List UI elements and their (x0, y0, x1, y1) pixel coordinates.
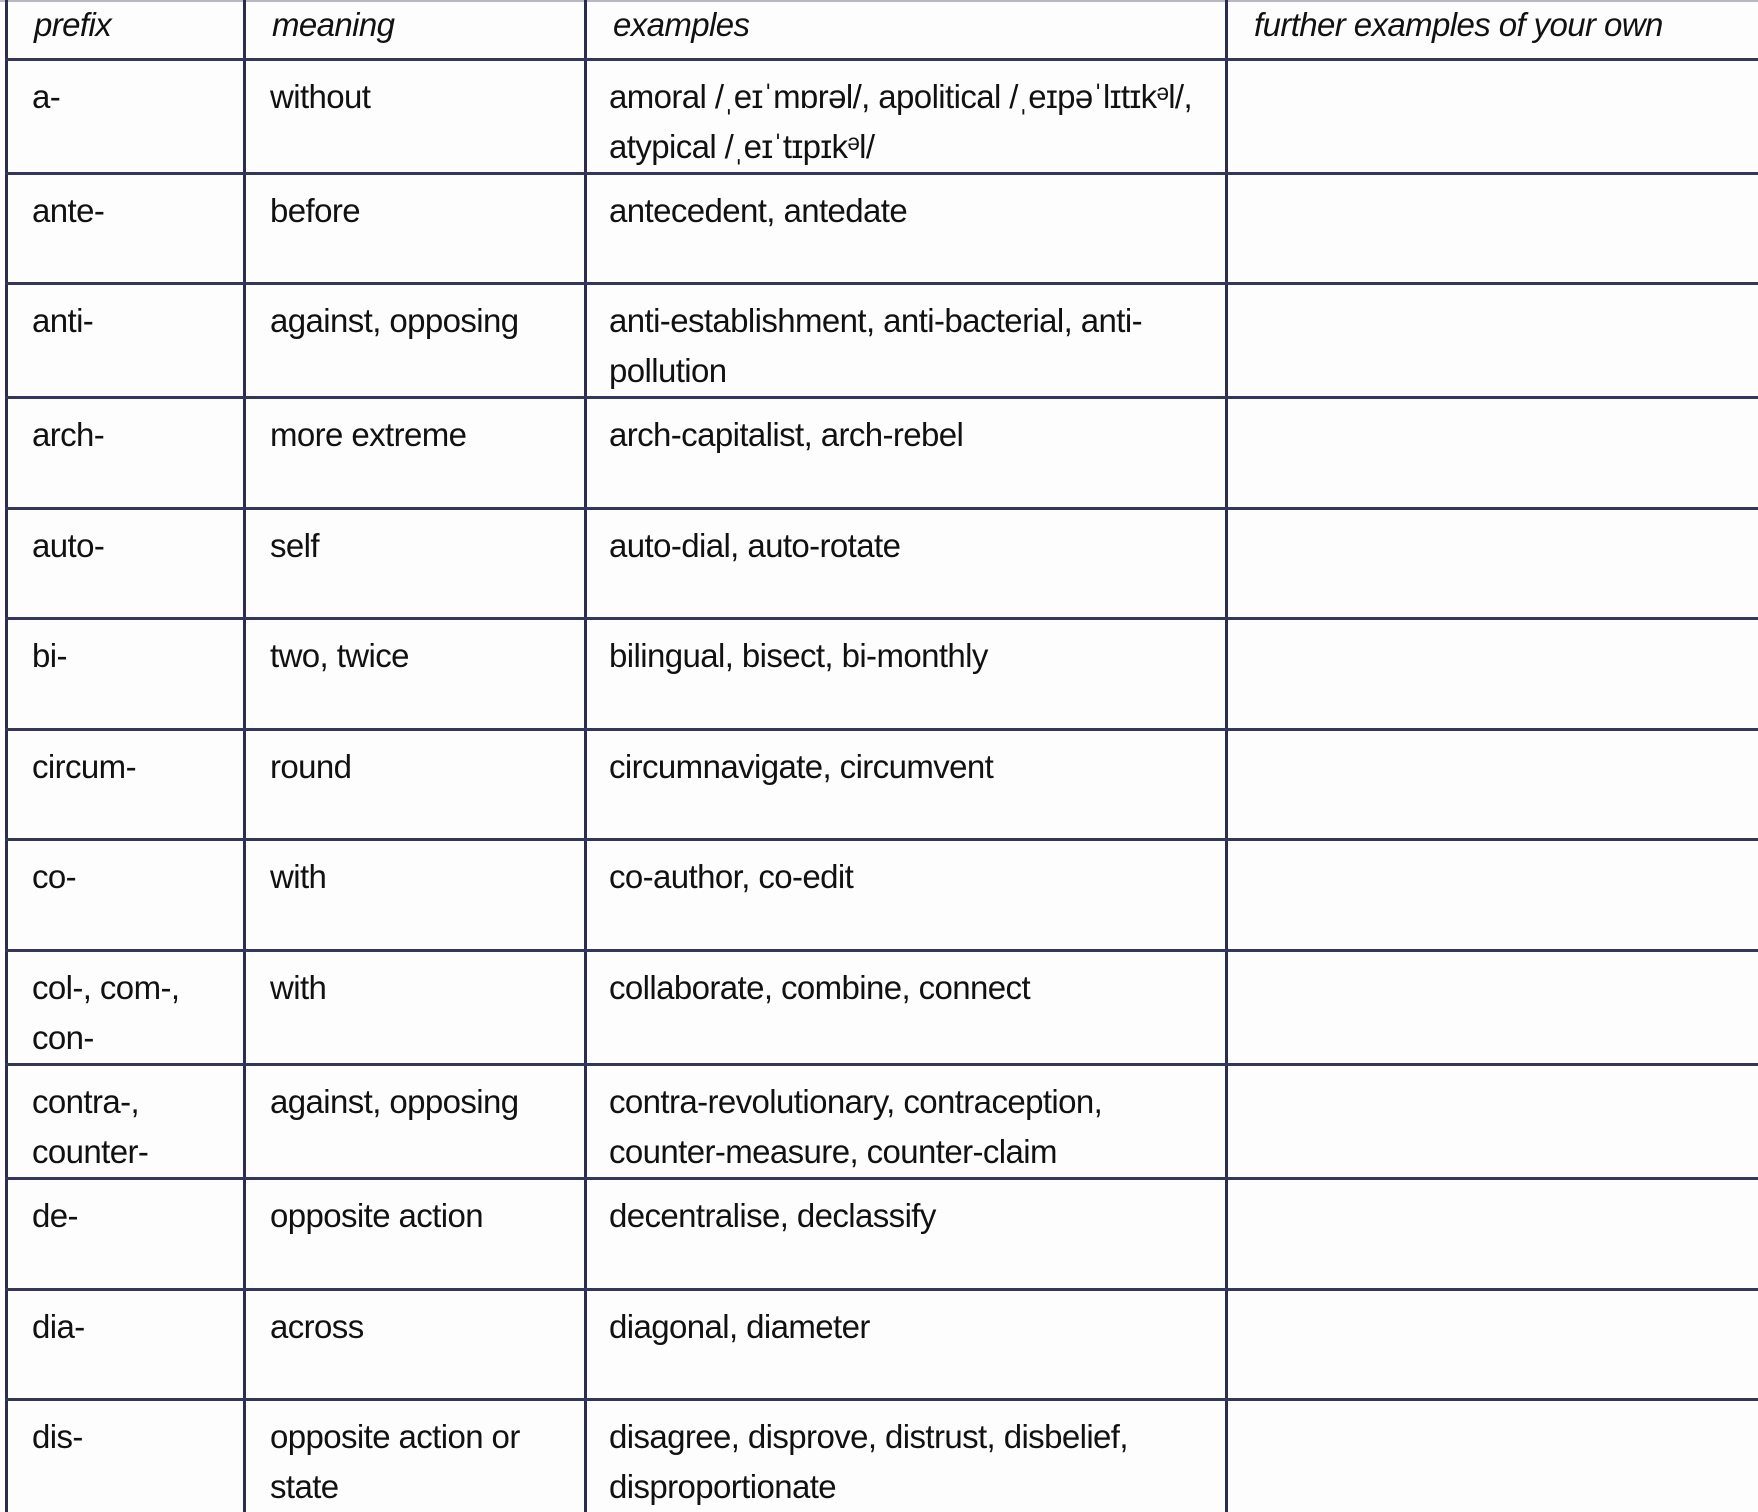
header-own-examples: further examples of your own (1227, 0, 1758, 59)
cell-own-examples[interactable] (1227, 398, 1758, 509)
table-row (7, 1065, 1758, 1179)
cell-examples: arch-capitalist, arch-rebel (586, 398, 1227, 509)
cell-own-examples[interactable] (1227, 1289, 1758, 1400)
table-row (7, 729, 1758, 840)
cell-meaning: against, opposing (245, 1065, 586, 1179)
header-prefix: prefix (7, 0, 245, 59)
cell-meaning: with (245, 951, 586, 1065)
cell-prefix: a- (7, 59, 245, 173)
table-row (7, 840, 1758, 951)
cell-meaning: self (245, 508, 586, 619)
table-row (7, 508, 1758, 619)
cell-prefix: dia- (7, 1289, 245, 1400)
cell-prefix: col-, com-, con- (7, 951, 245, 1065)
prefix-table (5, 0, 1758, 1512)
cell-examples: decentralise, declassify (586, 1179, 1227, 1290)
table-row (7, 1400, 1758, 1512)
table-row (7, 398, 1758, 509)
cell-own-examples[interactable] (1227, 951, 1758, 1065)
cell-meaning: opposite action or state (245, 1400, 586, 1512)
cell-examples: diagonal, diameter (586, 1289, 1227, 1400)
cell-prefix: auto- (7, 508, 245, 619)
header-meaning: meaning (245, 0, 586, 59)
cell-own-examples[interactable] (1227, 729, 1758, 840)
cell-prefix: de- (7, 1179, 245, 1290)
cell-own-examples[interactable] (1227, 508, 1758, 619)
cell-examples: contra-revolutionary, contraception, counter-measure, counter-claim (586, 1065, 1227, 1179)
cell-examples: auto-dial, auto-rotate (586, 508, 1227, 619)
cell-examples: circumnavigate, circumvent (586, 729, 1227, 840)
cell-own-examples[interactable] (1227, 1065, 1758, 1179)
table-row (7, 173, 1758, 284)
cell-meaning: across (245, 1289, 586, 1400)
cell-prefix: circum- (7, 729, 245, 840)
table-row (7, 284, 1758, 398)
cell-examples: anti-establishment, anti-bacterial, anti-pollution (586, 284, 1227, 398)
cell-examples: collaborate, combine, connect (586, 951, 1227, 1065)
cell-meaning: round (245, 729, 586, 840)
cell-own-examples[interactable] (1227, 59, 1758, 173)
cell-prefix: anti- (7, 284, 245, 398)
cell-prefix: co- (7, 840, 245, 951)
cell-prefix: arch- (7, 398, 245, 509)
table-row (7, 619, 1758, 730)
cell-prefix: contra-, counter- (7, 1065, 245, 1179)
cell-examples: co-author, co-edit (586, 840, 1227, 951)
cell-own-examples[interactable] (1227, 840, 1758, 951)
cell-examples: antecedent, antedate (586, 173, 1227, 284)
cell-prefix: ante- (7, 173, 245, 284)
cell-own-examples[interactable] (1227, 619, 1758, 730)
cell-examples: disagree, disprove, distrust, disbelief, disproportionate (586, 1400, 1227, 1512)
cell-meaning: two, twice (245, 619, 586, 730)
cell-own-examples[interactable] (1227, 173, 1758, 284)
cell-meaning: before (245, 173, 586, 284)
cell-examples: bilingual, bisect, bi-monthly (586, 619, 1227, 730)
cell-own-examples[interactable] (1227, 284, 1758, 398)
cell-meaning: with (245, 840, 586, 951)
cell-prefix: dis- (7, 1400, 245, 1512)
header-examples: examples (586, 0, 1227, 59)
table-row (7, 59, 1758, 173)
table-row (7, 1179, 1758, 1290)
table-row (7, 1289, 1758, 1400)
cell-examples: amoral /ˌeɪˈmɒrəl/, apolitical /ˌeɪpəˈlɪtɪkᵊl/, atypical /ˌeɪˈtɪpɪkᵊl/ (586, 59, 1227, 173)
table-row (7, 951, 1758, 1065)
cell-meaning: without (245, 59, 586, 173)
cell-meaning: opposite action (245, 1179, 586, 1290)
cell-prefix: bi- (7, 619, 245, 730)
cell-meaning: against, opposing (245, 284, 586, 398)
cell-own-examples[interactable] (1227, 1179, 1758, 1290)
cell-own-examples[interactable] (1227, 1400, 1758, 1512)
cell-meaning: more extreme (245, 398, 586, 509)
header-row (7, 0, 1758, 59)
